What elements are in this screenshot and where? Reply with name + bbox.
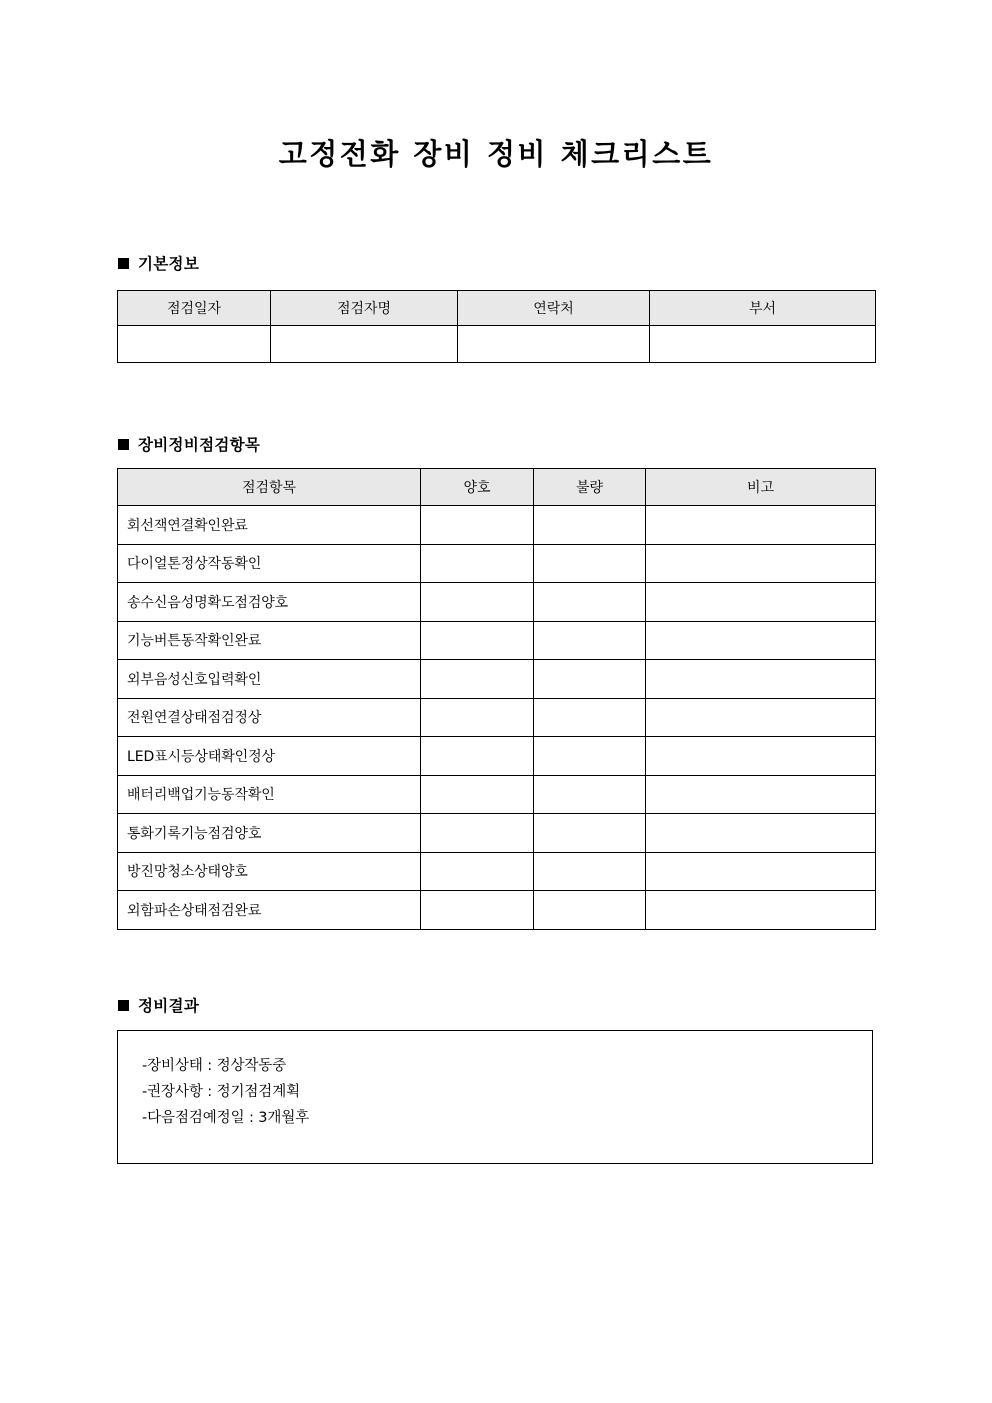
result-line-list <box>118 1031 872 1131</box>
cell-good-checkbox[interactable] <box>421 544 534 583</box>
black-square-icon <box>118 439 129 450</box>
cell-bad-checkbox[interactable] <box>534 737 646 776</box>
cell-remarks[interactable] <box>646 583 876 622</box>
cell-good-checkbox[interactable] <box>421 775 534 814</box>
section-heading-label: 기본정보 <box>138 255 200 273</box>
cell-inspection-item: 외부음성신호입력확인 <box>118 660 421 699</box>
table-header-row <box>118 291 876 326</box>
cell-good-checkbox[interactable] <box>421 583 534 622</box>
table-row <box>118 326 876 363</box>
table-row <box>118 698 876 737</box>
cell-good-checkbox[interactable] <box>421 814 534 853</box>
result-line: -권장사항 : 정기점검계획 <box>142 1084 301 1100</box>
cell-inspection-item: 배터리백업기능동작확인 <box>118 775 421 814</box>
black-square-icon <box>118 258 129 269</box>
table-row <box>118 544 876 583</box>
cell-contact[interactable] <box>458 326 650 363</box>
column-header-department: 부서 <box>650 291 876 326</box>
cell-bad-checkbox[interactable] <box>534 814 646 853</box>
cell-inspection-item: 송수신음성명확도점검양호 <box>118 583 421 622</box>
cell-good-checkbox[interactable] <box>421 660 534 699</box>
cell-remarks[interactable] <box>646 621 876 660</box>
cell-remarks[interactable] <box>646 737 876 776</box>
cell-department[interactable] <box>650 326 876 363</box>
table-row <box>118 775 876 814</box>
cell-bad-checkbox[interactable] <box>534 506 646 545</box>
table-row <box>118 737 876 776</box>
cell-good-checkbox[interactable] <box>421 891 534 930</box>
table-row <box>118 814 876 853</box>
black-square-icon <box>118 1000 129 1011</box>
cell-inspection-item: 외함파손상태점검완료 <box>118 891 421 930</box>
column-header-contact: 연락처 <box>458 291 650 326</box>
result-line: -다음점검예정일 : 3개월후 <box>142 1110 310 1126</box>
cell-inspection-date[interactable] <box>118 326 271 363</box>
column-header-inspection-date: 점검일자 <box>118 291 271 326</box>
cell-good-checkbox[interactable] <box>421 506 534 545</box>
cell-bad-checkbox[interactable] <box>534 544 646 583</box>
table-row <box>118 852 876 891</box>
column-header-remarks: 비고 <box>646 469 876 506</box>
maintenance-result-box[interactable] <box>117 1030 873 1164</box>
section-heading-inspection-items <box>118 433 260 455</box>
section-heading-label: 장비정비점검항목 <box>138 436 261 454</box>
inspection-checklist-table <box>117 468 876 930</box>
cell-inspection-item: 통화기록기능점검양호 <box>118 814 421 853</box>
cell-remarks[interactable] <box>646 775 876 814</box>
result-line: -장비상태 : 정상작동중 <box>142 1058 287 1074</box>
cell-inspection-item: LED표시등상태확인정상 <box>118 737 421 776</box>
section-heading-basic-info <box>118 252 199 274</box>
table-row <box>118 891 876 930</box>
cell-bad-checkbox[interactable] <box>534 775 646 814</box>
cell-inspector-name[interactable] <box>271 326 458 363</box>
cell-bad-checkbox[interactable] <box>534 891 646 930</box>
cell-good-checkbox[interactable] <box>421 621 534 660</box>
page-title: 고정전화 장비 정비 체크리스트 <box>278 137 714 171</box>
cell-bad-checkbox[interactable] <box>534 698 646 737</box>
section-heading-maintenance-result <box>118 994 199 1016</box>
cell-remarks[interactable] <box>646 544 876 583</box>
cell-inspection-item: 방진망청소상태양호 <box>118 852 421 891</box>
column-header-good: 양호 <box>421 469 534 506</box>
cell-good-checkbox[interactable] <box>421 737 534 776</box>
cell-remarks[interactable] <box>646 506 876 545</box>
cell-bad-checkbox[interactable] <box>534 583 646 622</box>
cell-inspection-item: 회선잭연결확인완료 <box>118 506 421 545</box>
cell-good-checkbox[interactable] <box>421 698 534 737</box>
column-header-bad: 불량 <box>534 469 646 506</box>
table-row <box>118 621 876 660</box>
cell-bad-checkbox[interactable] <box>534 852 646 891</box>
cell-inspection-item: 기능버튼동작확인완료 <box>118 621 421 660</box>
section-heading-label: 정비결과 <box>138 997 200 1015</box>
cell-remarks[interactable] <box>646 814 876 853</box>
cell-inspection-item: 다이얼톤정상작동확인 <box>118 544 421 583</box>
cell-bad-checkbox[interactable] <box>534 621 646 660</box>
cell-bad-checkbox[interactable] <box>534 660 646 699</box>
table-row <box>118 583 876 622</box>
cell-remarks[interactable] <box>646 698 876 737</box>
column-header-inspection-item: 점검항목 <box>118 469 421 506</box>
table-row <box>118 660 876 699</box>
cell-remarks[interactable] <box>646 660 876 699</box>
cell-remarks[interactable] <box>646 852 876 891</box>
cell-remarks[interactable] <box>646 891 876 930</box>
table-row <box>118 506 876 545</box>
table-header-row <box>118 469 876 506</box>
cell-inspection-item: 전원연결상태점검정상 <box>118 698 421 737</box>
column-header-inspector-name: 점검자명 <box>271 291 458 326</box>
basic-info-table <box>117 290 876 363</box>
cell-good-checkbox[interactable] <box>421 852 534 891</box>
